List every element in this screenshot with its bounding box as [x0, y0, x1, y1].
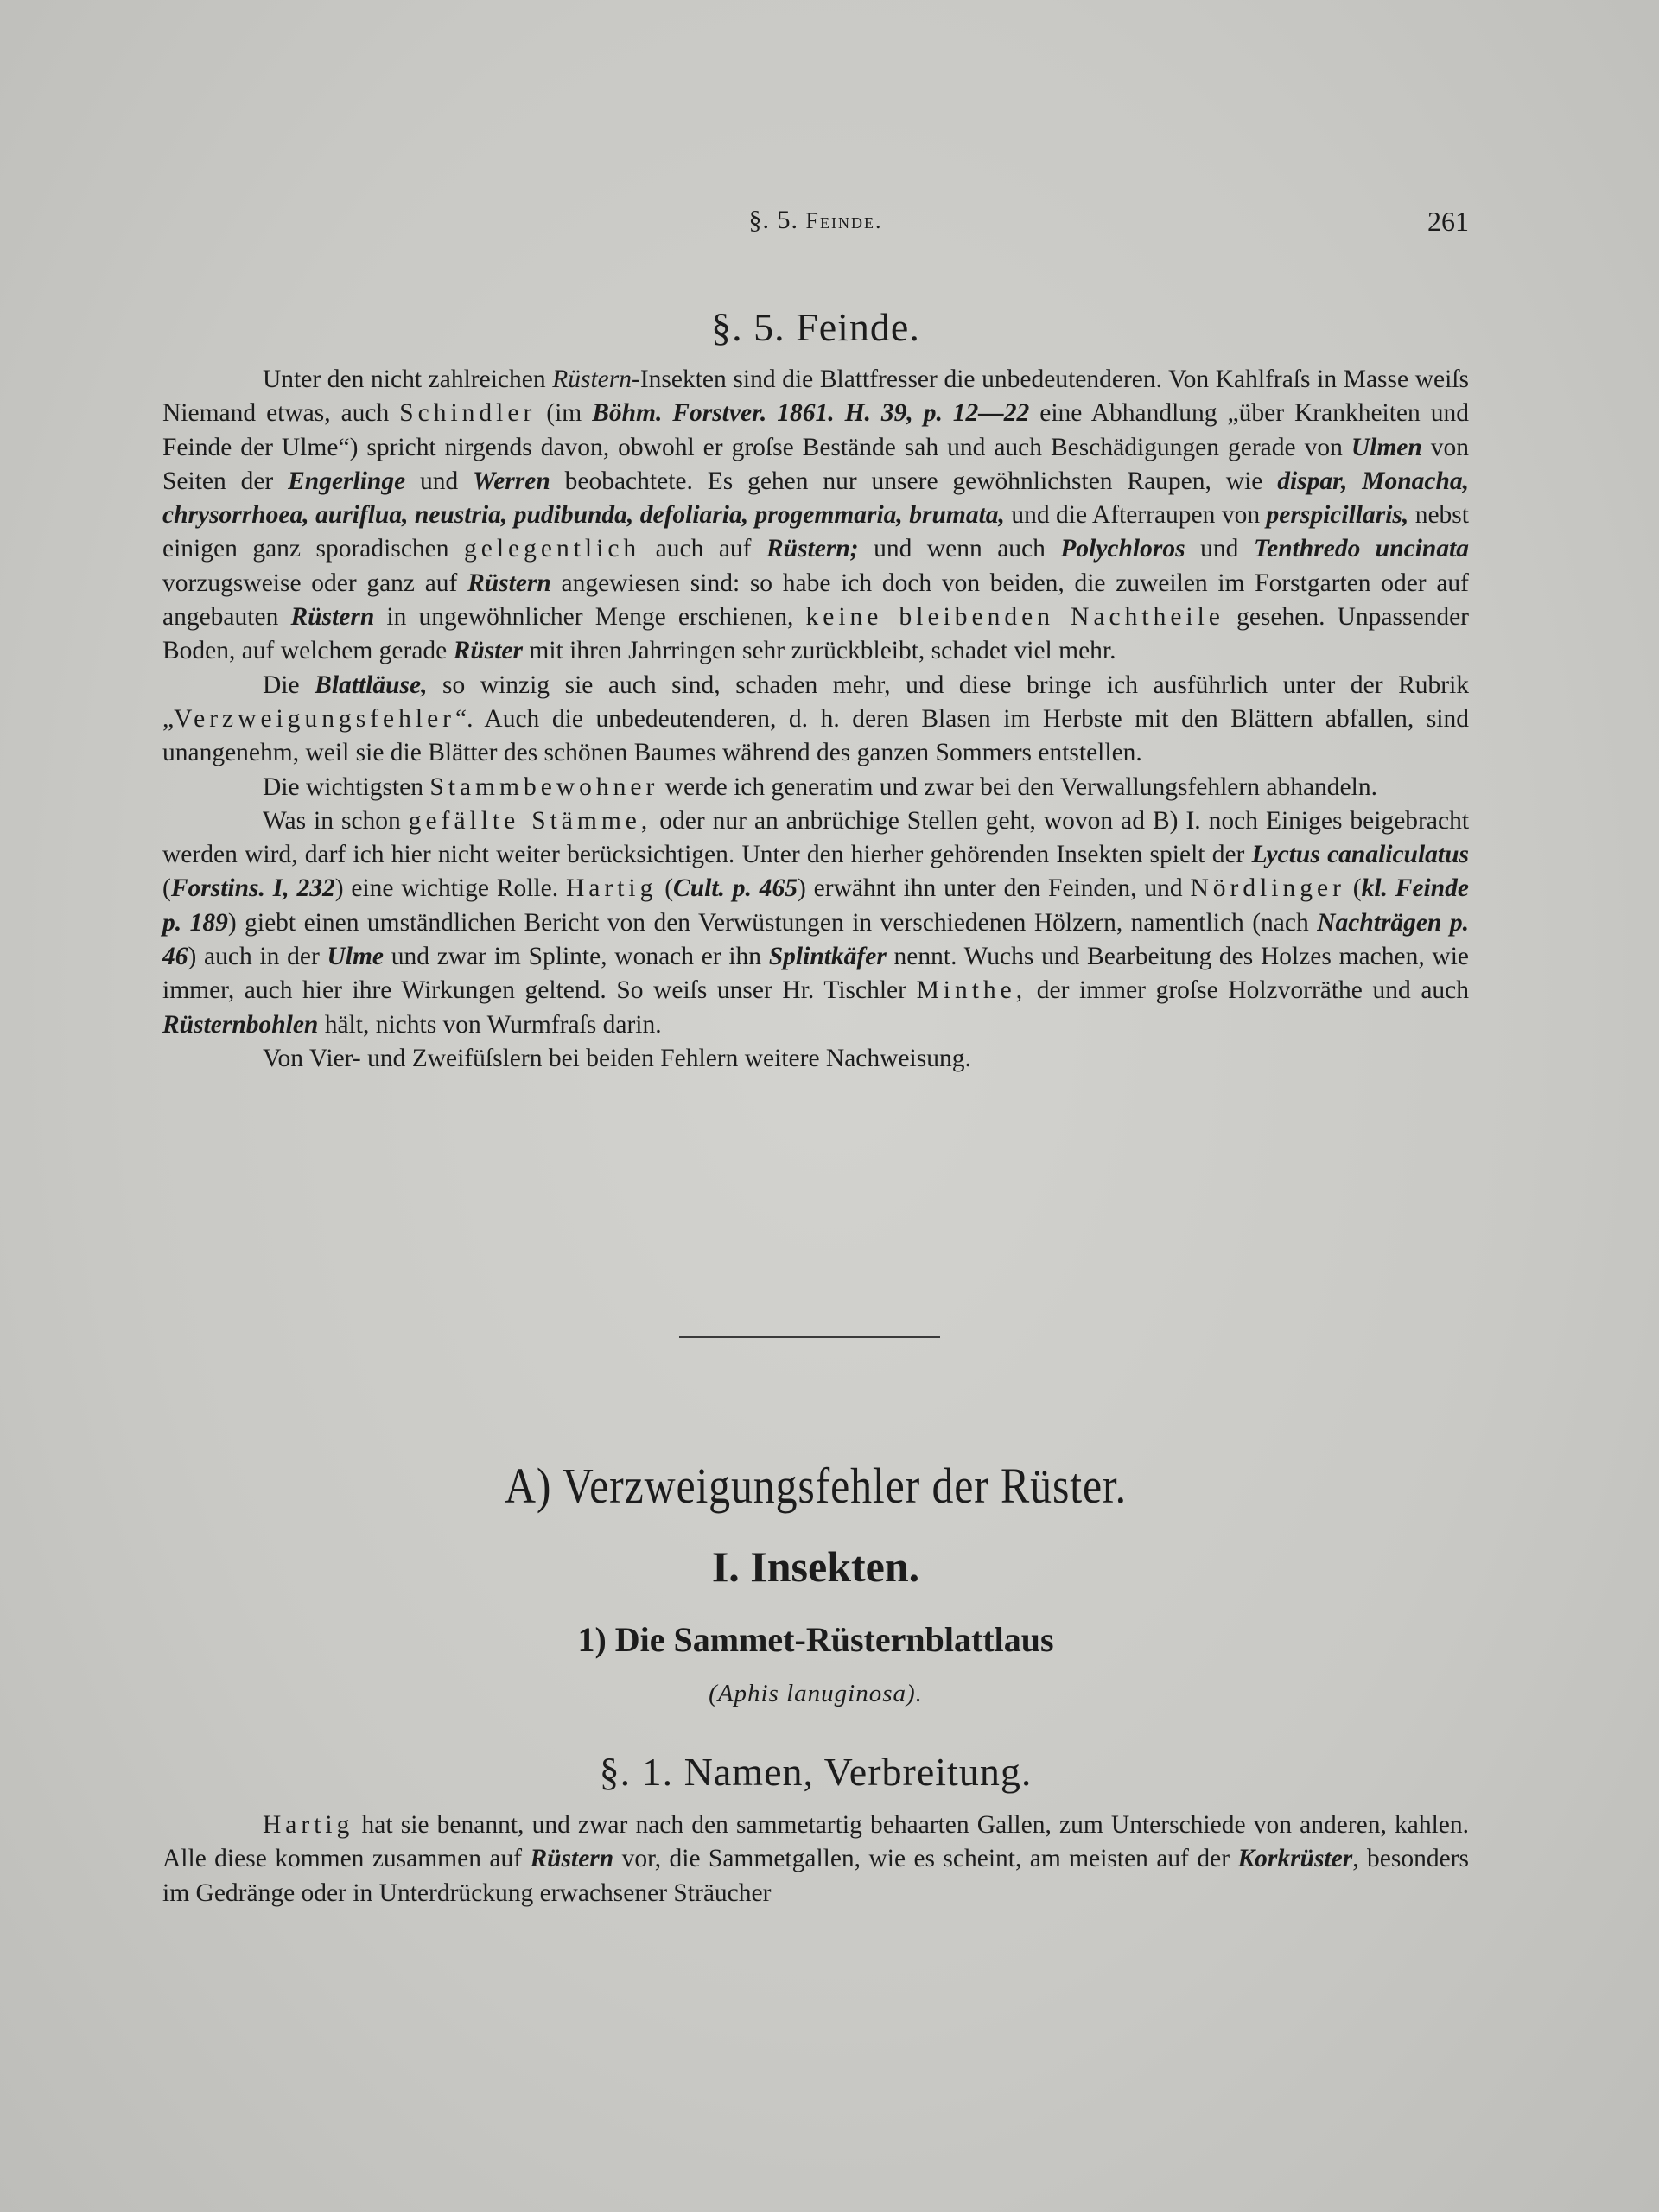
text-run: und: [405, 467, 474, 495]
text-run: ) erwähnt ihn unter den Feinden, und: [798, 874, 1191, 903]
italic-term: Splintkäfer: [768, 943, 887, 971]
italic-term: Engerlinge: [288, 467, 406, 495]
text-run: (im: [536, 399, 593, 428]
spaced-name: gelegentlich: [464, 535, 641, 563]
spaced-name: Verzweigungsfehler: [174, 704, 455, 733]
text-run: nennt. Wuchs und Bearbeitung des Holzes machen, wie immer, auch hier ihre Wirkungen geltend. So weiſs unser Hr. Tischler: [162, 943, 1470, 1005]
section-body-namen: [162, 1808, 1469, 1910]
italic-term: Rüstern: [290, 603, 375, 632]
italic-term: Rüstern: [530, 1845, 614, 1873]
text-run: Unter den nicht zahlreichen: [263, 365, 553, 393]
latin-name: (Aphis lanuginosa).: [709, 1680, 923, 1707]
running-head-title: [162, 206, 1469, 235]
section-heading-namen: §. 1. Namen, Verbreitung.: [599, 1750, 1033, 1794]
spaced-name: Hartig: [565, 874, 658, 903]
text-run: -Insekten sind die Blattfresser die unbedeutenderen. Von Kahlfraſs in Masse weiſs Niemand etwas, auch: [162, 365, 1469, 428]
text-run: und zwar im Splinte, wonach er ihn: [384, 943, 769, 971]
text-run: (: [657, 874, 674, 903]
text-run: und die Afterraupen von: [1004, 501, 1267, 530]
italic-term: Tenthredo uncinata: [1253, 535, 1470, 563]
italic-term: Rüstern: [552, 365, 632, 393]
paragraph: [162, 771, 1469, 804]
spaced-name: keine bleibenden Nachtheile: [805, 603, 1224, 632]
text-run: ) eine wichtige Rolle.: [334, 874, 566, 903]
text-run: Die wichtigsten: [263, 772, 430, 801]
text-run: so winzig sie auch sind, schaden mehr, und diese bringe ich ausführlich unter der Rubrik „: [162, 671, 1470, 733]
text-run: hält, nichts von Wurmfraſs darin.: [318, 1010, 662, 1039]
text-run: der immer groſse Holzvorräthe und auch: [1027, 976, 1470, 1005]
text-run: und: [1185, 535, 1254, 563]
text-run: , besonders im Gedränge oder in Unterdrückung erwachsener Sträucher: [162, 1845, 1469, 1907]
text-run: Die: [263, 671, 315, 699]
spaced-name: Hartig: [263, 1811, 354, 1839]
text-run: ) giebt einen umständlichen Bericht von den Verwüstungen in verschiedenen Hölzern, namentlich (nach: [227, 908, 1318, 937]
paragraph: [162, 804, 1469, 1042]
running-head-section: §. 5.: [748, 206, 799, 234]
running-head: [162, 206, 1469, 249]
paragraph: [162, 1808, 1469, 1910]
section-divider: [679, 1336, 940, 1338]
text-run: oder nur an anbrüchige Stellen geht, wovon ad B) I. noch Einiges beigebracht werden wird, darf ich hier nicht weiter berücksichtigen. Unter den hierher gehörenden Insekten spielt der: [162, 806, 1470, 869]
text-run: in ungewöhnlicher Menge erschienen,: [374, 603, 806, 632]
text-run: ) auch in der: [188, 943, 327, 971]
text-run: Was in schon: [263, 806, 409, 835]
section-heading-feinde: §. 5. Feinde.: [711, 305, 920, 349]
italic-term: Ulme: [327, 943, 385, 971]
italic-term: Rüstern;: [766, 535, 859, 563]
text-run: (: [1344, 874, 1362, 903]
section-body-feinde: [162, 363, 1469, 1076]
paragraph: [162, 363, 1469, 669]
part-title: I. Insekten.: [711, 1542, 920, 1591]
italic-term: Polychloros: [1060, 535, 1185, 563]
text-run: hat sie benannt, und zwar nach den sammetartig behaarten Gallen, zum Unterschiede von anderen, kahlen. Alle diese kommen zusammen auf: [162, 1811, 1469, 1873]
page-number: 261: [1427, 206, 1469, 237]
chapter-title: A) Verzweigungsfehler der Rüster.: [504, 1458, 1128, 1514]
text-run: angewiesen sind: so habe ich doch von beiden, die zuweilen im Forstgarten oder auf angebauten: [162, 569, 1469, 632]
italic-term: Rüster: [453, 637, 523, 665]
running-head-section-name: Feinde.: [805, 208, 883, 233]
text-run: werde ich generatim und zwar bei den Verwallungsfehlern abhandeln.: [658, 772, 1377, 801]
italic-term: Blattläuse,: [315, 671, 428, 699]
text-run: auch auf: [640, 535, 766, 563]
text-run: “. Auch die unbedeutenderen, d. h. deren Blasen im Herbste mit den Blättern abfallen, sind unangenehm, weil sie die Blätter des schönen Baumes während des ganzen Sommers entstellen.: [162, 704, 1469, 767]
italic-term: kl. Feinde p. 189: [162, 874, 1469, 937]
paragraph: [162, 669, 1469, 771]
spaced-name: Minthe,: [916, 976, 1027, 1005]
text-run: von Seiten der: [162, 433, 1470, 495]
text-run: vorzugsweise oder ganz auf: [162, 569, 468, 597]
italic-term: Cult. p. 465: [673, 874, 798, 903]
species-title: 1) Die Sammet-Rüsternblattlaus: [577, 1620, 1054, 1659]
text-run: mit ihren Jahrringen sehr zurückbleibt, schadet viel mehr.: [523, 637, 1116, 665]
italic-term: Nachträgen p. 46: [162, 908, 1470, 971]
italic-term: dispar, Monacha, chrysorrhoea, auriflua, neustria, pudibunda, defoliaria, progemmaria, brumata,: [162, 467, 1469, 530]
text-run: Von Vier- und Zweifüſslern bei beiden Fehlern weitere Nachweisung.: [263, 1044, 971, 1072]
spaced-name: gefällte Stämme,: [408, 806, 652, 835]
text-run: gesehen. Unpassender Boden, auf welchem gerade: [162, 603, 1469, 665]
italic-term: Böhm. Forstver. 1861. H. 39, p. 12—22: [592, 399, 1030, 428]
spaced-name: Stammbewohner: [429, 772, 659, 801]
spaced-name: Nördlinger: [1190, 874, 1345, 903]
text-run: und wenn auch: [858, 535, 1061, 563]
italic-term: perspicillaris,: [1266, 501, 1409, 530]
text-run: vor, die Sammetgallen, wie es scheint, am meisten auf der: [613, 1845, 1238, 1873]
italic-term: Ulmen: [1351, 433, 1422, 461]
italic-term: Korkrüster: [1237, 1845, 1353, 1873]
text-run: nebst einigen ganz sporadischen: [162, 501, 1469, 563]
paragraph: [162, 1042, 1469, 1076]
spaced-name: Schindler: [399, 399, 537, 428]
italic-term: Forstins. I, 232: [170, 874, 335, 903]
text-run: beobachtete. Es gehen nur unsere gewöhnlichsten Raupen, wie: [550, 467, 1278, 495]
italic-term: Werren: [473, 467, 550, 495]
italic-term: Rüstern: [467, 569, 551, 597]
text-run: (: [162, 874, 171, 903]
italic-term: Lyctus canaliculatus: [1251, 841, 1469, 869]
italic-term: Rüsternbohlen: [162, 1010, 319, 1039]
text-run: eine Abhandlung „über Krankheiten und Feinde der Ulme“) spricht nirgends davon, obwohl er groſse Bestände sah und auch Beschädigungen gerade von: [162, 399, 1469, 461]
